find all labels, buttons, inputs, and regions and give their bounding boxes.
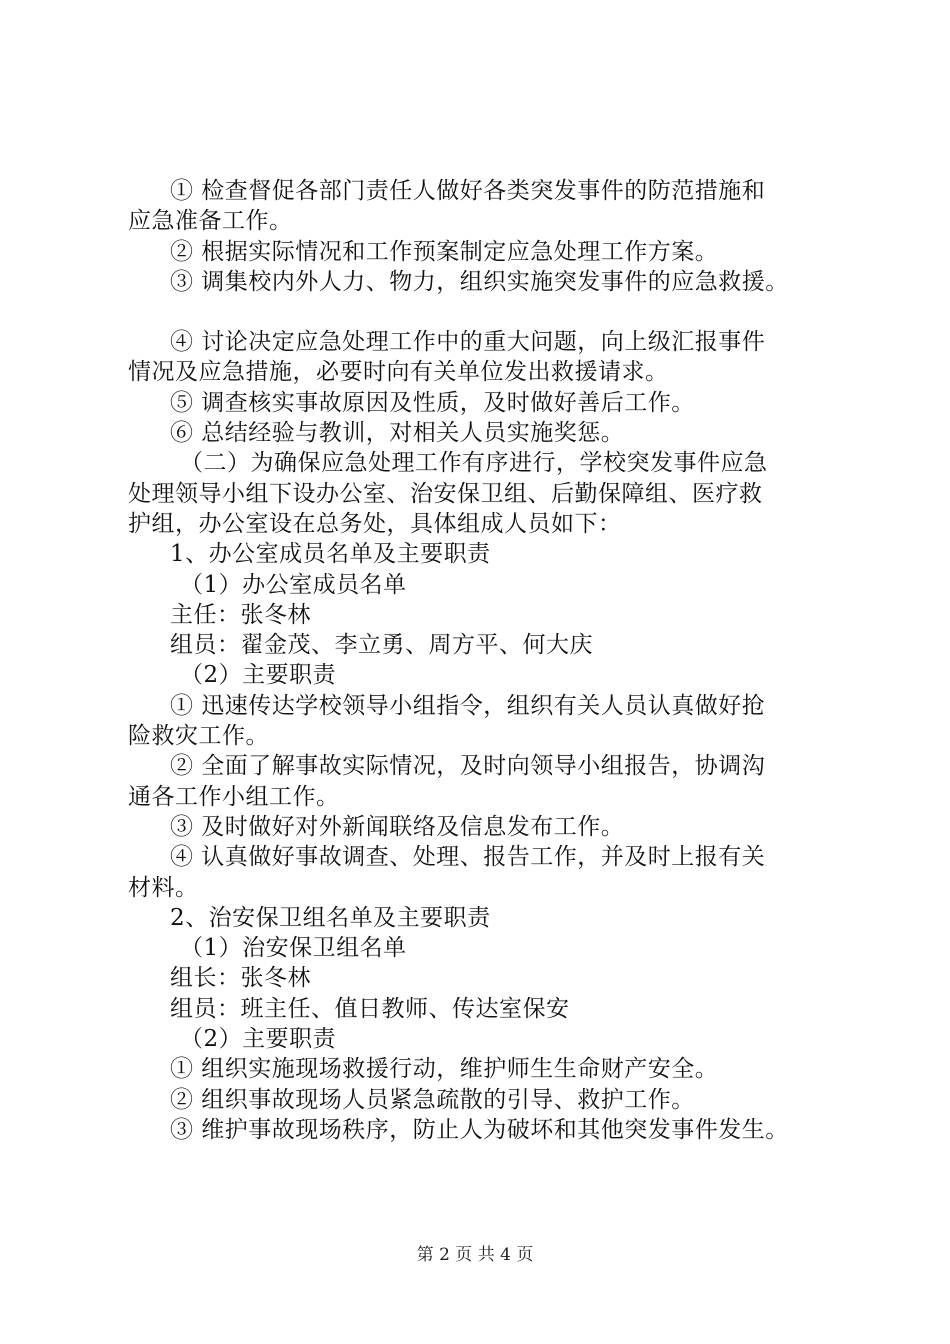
text-line: 应急准备工作。 xyxy=(128,208,293,235)
text-line: （2）主要职责 xyxy=(180,1026,337,1053)
text-line: ③ 维护事故现场秩序，防止人为破坏和其他突发事件发生。 xyxy=(170,1116,789,1143)
text-line: ③ 调集校内外人力、物力，组织实施突发事件的应急救援。 xyxy=(170,268,789,295)
text-line: ③ 及时做好对外新闻联络及信息发布工作。 xyxy=(170,813,625,840)
text-line: 险救灾工作。 xyxy=(128,723,269,750)
text-line: （1）治安保卫组名单 xyxy=(180,935,407,962)
text-line: （1）办公室成员名单 xyxy=(180,571,407,598)
text-line: ① 检查督促各部门责任人做好各类突发事件的防范措施和 xyxy=(170,178,766,204)
page-footer: 第 2 页 共 4 页 xyxy=(416,1245,534,1265)
text-line: 组长：张冬林 xyxy=(170,965,311,992)
paragraph-gap xyxy=(170,297,850,327)
text-line: ④ 讨论决定应急处理工作中的重大问题，向上级汇报事件 xyxy=(170,329,766,356)
text-line: ⑥ 总结经验与教训，对相关人员实施奖惩。 xyxy=(170,420,625,447)
text-line: 1、办公室成员名单及主要职责 xyxy=(170,541,491,568)
text-line: 情况及应急措施，必要时向有关单位发出救援请求。 xyxy=(128,359,669,386)
text-line: ② 全面了解事故实际情况，及时向领导小组报告，协调沟 xyxy=(170,753,766,780)
text-line: （二）为确保应急处理工作有序进行，学校突发事件应急 xyxy=(180,450,768,477)
text-line: 组员：翟金茂、李立勇、周方平、何大庆 xyxy=(170,632,593,659)
text-line: 材料。 xyxy=(128,874,199,901)
text-line: ① 迅速传达学校领导小组指令，组织有关人员认真做好抢 xyxy=(170,692,766,719)
text-line: 2、治安保卫组名单及主要职责 xyxy=(170,904,491,931)
text-line: ② 根据实际情况和工作预案制定应急处理工作方案。 xyxy=(170,238,719,265)
text-line: 组员：班主任、值日教师、传达室保安 xyxy=(170,995,570,1022)
text-line: 主任：张冬林 xyxy=(170,601,311,628)
text-line: ⑤ 调查核实事故原因及性质，及时做好善后工作。 xyxy=(170,389,695,416)
document-body xyxy=(128,176,850,1145)
text-line: 护组，办公室设在总务处，具体组成人员如下： xyxy=(128,510,622,537)
text-line: 处理领导小组下设办公室、治安保卫组、后勤保障组、医疗救 xyxy=(128,480,763,507)
text-line: ④ 认真做好事故调查、处理、报告工作，并及时上报有关 xyxy=(170,844,766,871)
text-line: ② 组织事故现场人员紧急疏散的引导、救护工作。 xyxy=(170,1086,695,1113)
text-line: （2）主要职责 xyxy=(180,662,337,689)
text-line: 通各工作小组工作。 xyxy=(128,783,340,810)
text-line: ① 组织实施现场救援行动，维护师生生命财产安全。 xyxy=(170,1056,719,1083)
